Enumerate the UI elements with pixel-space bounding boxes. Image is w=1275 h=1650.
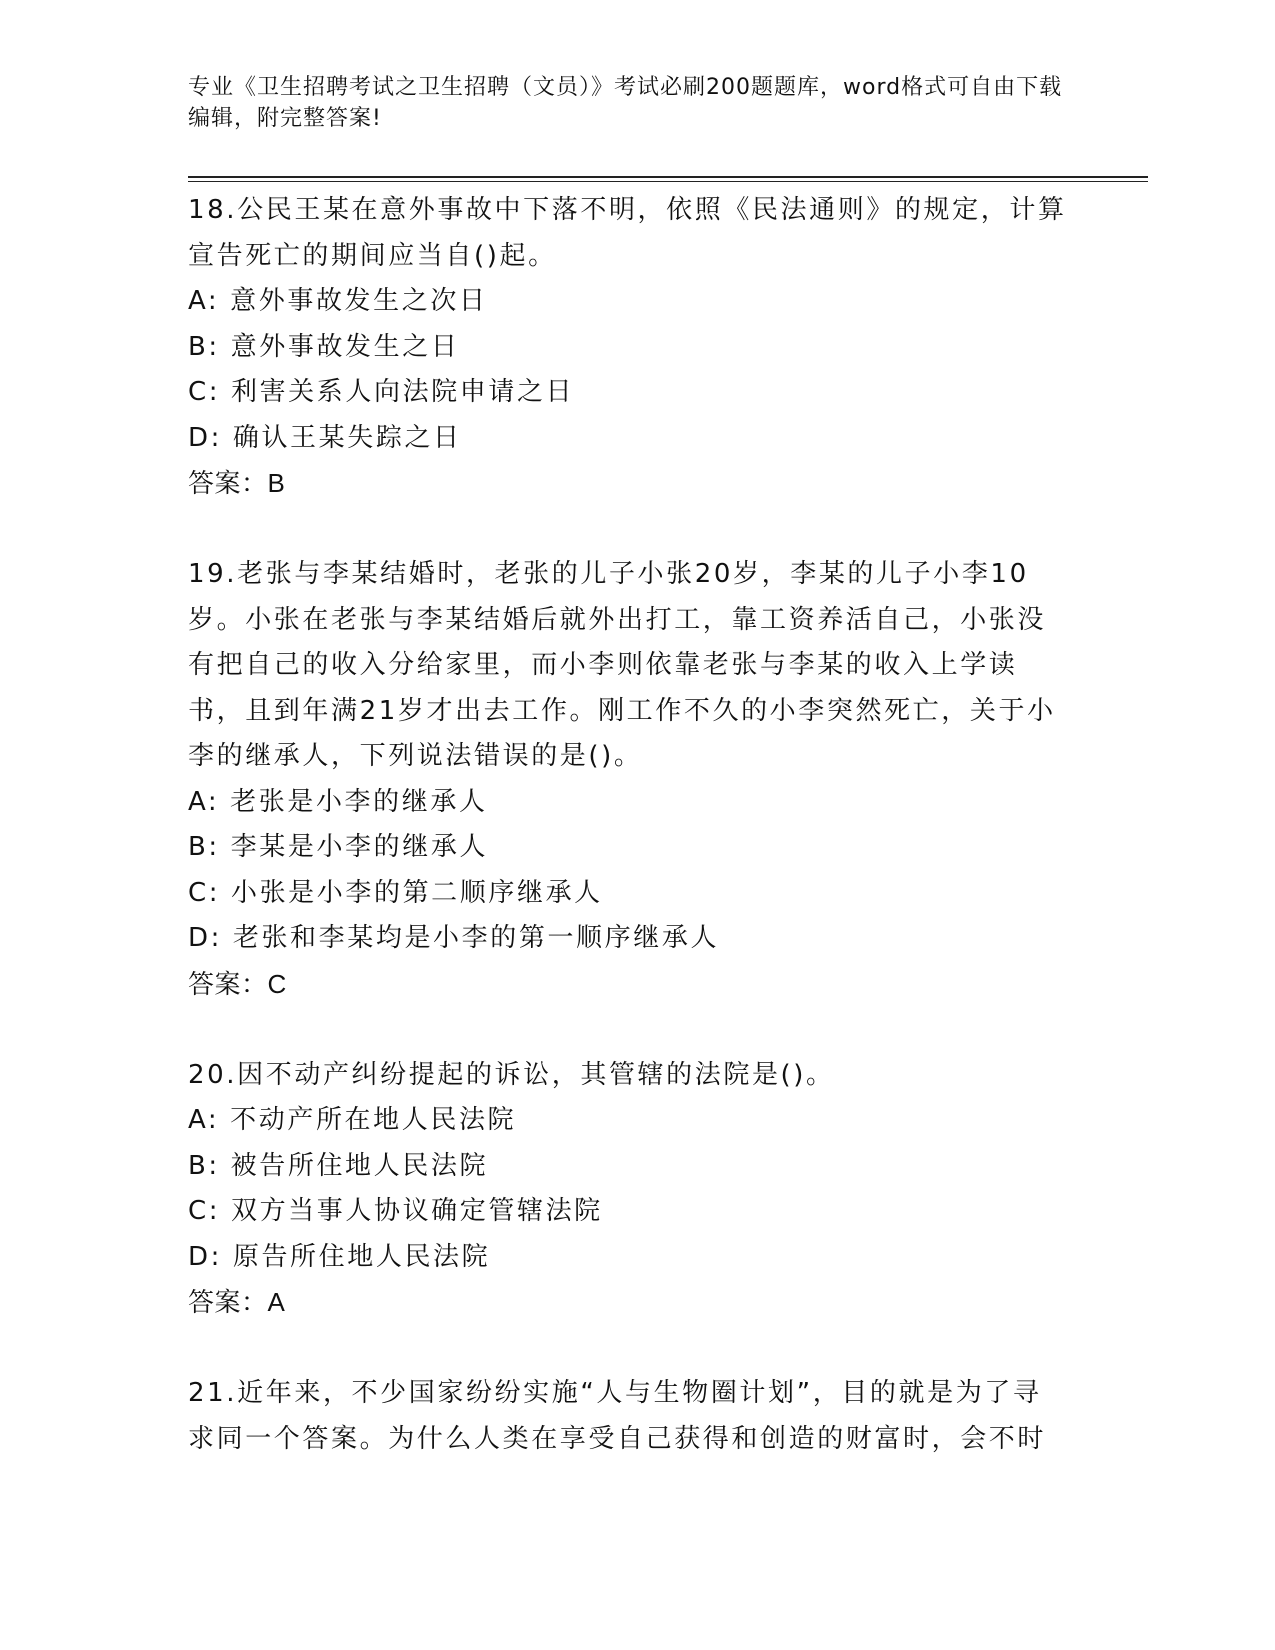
question-text: 21.近年来，不少国家纷纷实施“人与生物圈计划”，目的就是为了寻求同一个答案。为什么人类在享受自己获得和创造的财富时，会不时 <box>188 1378 1047 1454</box>
option-d: D: 老张和李某均是小李的第一顺序继承人 <box>188 923 720 953</box>
question-list <box>188 188 1068 1462</box>
question-text: 19.老张与李某结婚时，老张的儿子小张20岁，李某的儿子小李10岁。小张在老张与李某结婚后就外出打工，靠工资养活自己，小张没有把自己的收入分给家里，而小李则依靠老张与李某的收入上学读书，且到年满21岁才出去工作。刚工作不久的小李突然死亡，关于小李的继承人，下列说法错误的是()。 <box>188 559 1056 771</box>
option-b: B: 意外事故发生之日 <box>188 331 460 362</box>
option-b: B: 李某是小李的继承人 <box>188 832 489 862</box>
header-divider-thin <box>188 181 1148 182</box>
answer: 答案：A <box>188 1287 286 1317</box>
option-d: D: 原告所住地人民法院 <box>188 1241 491 1272</box>
question-spacer <box>188 1326 1068 1372</box>
question-text: 20.因不动产纠纷提起的诉讼，其管辖的法院是()。 <box>188 1059 835 1090</box>
question-spacer <box>188 1007 1068 1053</box>
question-21 <box>188 1371 1068 1462</box>
option-c: C: 小张是小李的第二顺序继承人 <box>188 877 603 908</box>
question-20 <box>188 1053 1068 1326</box>
question-spacer <box>188 507 1068 553</box>
header-divider-thick <box>188 176 1148 178</box>
question-19 <box>188 552 1068 1007</box>
option-a: A: 不动产所在地人民法院 <box>188 1105 517 1135</box>
option-a: A: 老张是小李的继承人 <box>188 786 488 817</box>
option-c: C: 利害关系人向法院申请之日 <box>188 377 575 407</box>
option-d: D: 确认王某失踪之日 <box>188 422 462 453</box>
option-c: C: 双方当事人协议确定管辖法院 <box>188 1196 603 1226</box>
answer: 答案：C <box>188 968 287 999</box>
answer: 答案：B <box>188 468 286 498</box>
document-header <box>188 72 1068 134</box>
document-title: 专业《卫生招聘考试之卫生招聘（文员）》考试必刷200题题库，word格式可自由下载编辑，附完整答案! <box>188 75 1063 131</box>
option-b: B: 被告所住地人民法院 <box>188 1150 489 1181</box>
question-18 <box>188 188 1068 507</box>
option-a: A: 意外事故发生之次日 <box>188 286 488 316</box>
question-text: 18.公民王某在意外事故中下落不明，依照《民法通则》的规定，计算宣告死亡的期间应当自()起。 <box>188 195 1067 271</box>
